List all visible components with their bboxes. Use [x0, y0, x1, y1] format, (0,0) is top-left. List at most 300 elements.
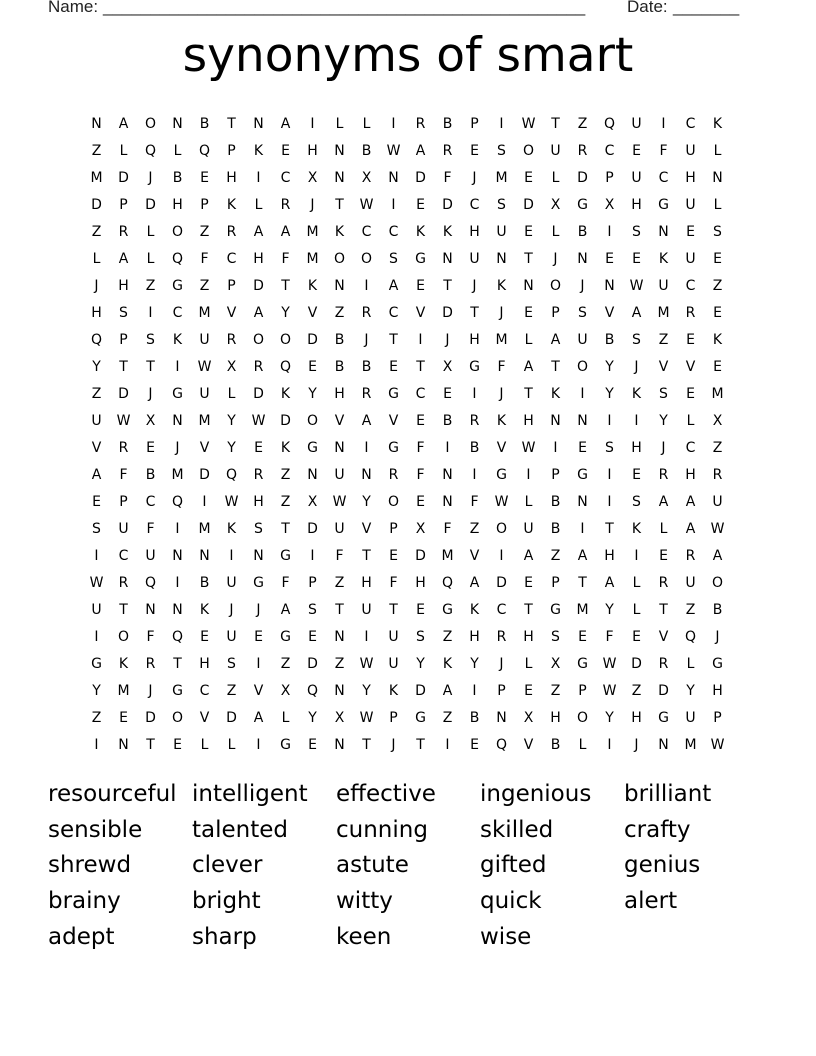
grid-letter: N	[361, 467, 372, 483]
grid-letter: J	[634, 359, 639, 375]
grid-letter: E	[443, 386, 452, 402]
grid-letter: T	[578, 575, 587, 591]
grid-letter: E	[389, 548, 398, 564]
grid-letter: M	[198, 521, 211, 537]
grid-letter: A	[712, 548, 723, 564]
grid-letter: T	[659, 602, 668, 618]
grid-letter: E	[632, 467, 641, 483]
grid-letter: Z	[658, 332, 669, 348]
grid-letter: A	[253, 224, 264, 240]
grid-letter: W	[332, 494, 347, 510]
word-bank-item: resourceful	[48, 781, 177, 807]
grid-letter: C	[172, 305, 183, 321]
grid-letter: L	[524, 494, 533, 510]
grid-letter: X	[604, 197, 615, 213]
grid-letter: S	[578, 305, 587, 321]
grid-letter: D	[415, 548, 426, 564]
grid-letter: D	[226, 710, 237, 726]
grid-letter: R	[226, 224, 237, 240]
grid-letter: H	[172, 197, 183, 213]
grid-letter: S	[146, 332, 155, 348]
grid-letter: K	[469, 602, 480, 618]
grid-letter: Z	[631, 683, 642, 699]
grid-letter: V	[469, 548, 480, 564]
grid-letter: E	[308, 359, 317, 375]
grid-letter: C	[658, 170, 669, 186]
grid-letter: J	[94, 278, 99, 294]
grid-letter: F	[146, 521, 155, 537]
grid-letter: E	[416, 494, 425, 510]
grid-letter: M	[90, 170, 103, 186]
grid-letter: E	[308, 629, 317, 645]
grid-row	[83, 138, 731, 165]
grid-letter: U	[199, 332, 210, 348]
grid-letter: Y	[308, 386, 317, 402]
grid-letter: K	[496, 278, 507, 294]
grid-letter: G	[415, 251, 426, 267]
grid-letter: N	[91, 116, 102, 132]
grid-letter: O	[306, 413, 319, 429]
grid-letter: L	[551, 224, 560, 240]
grid-letter: I	[175, 359, 180, 375]
grid-letter: F	[389, 575, 398, 591]
grid-letter: I	[229, 548, 234, 564]
grid-letter: Z	[550, 683, 561, 699]
grid-letter: G	[577, 197, 588, 213]
grid-letter: K	[442, 224, 453, 240]
grid-letter: O	[117, 629, 130, 645]
grid-letter: M	[684, 737, 697, 753]
grid-letter: E	[416, 602, 425, 618]
grid-letter: G	[577, 467, 588, 483]
word-bank-item: talented	[192, 816, 288, 843]
grid-letter: J	[661, 440, 666, 456]
grid-letter: X	[415, 521, 426, 537]
grid-letter: Z	[280, 656, 291, 672]
grid-letter: X	[145, 413, 156, 429]
grid-letter: R	[685, 548, 696, 564]
grid-letter: U	[91, 602, 102, 618]
grid-letter: A	[118, 116, 129, 132]
grid-letter: X	[361, 170, 372, 186]
grid-letter: C	[685, 440, 696, 456]
grid-letter: N	[658, 224, 669, 240]
grid-letter: U	[496, 224, 507, 240]
grid-letter: N	[496, 710, 507, 726]
grid-letter: A	[685, 521, 696, 537]
grid-letter: G	[253, 575, 264, 591]
grid-letter: Y	[686, 683, 695, 699]
grid-letter: D	[253, 386, 264, 402]
grid-letter: P	[713, 710, 722, 726]
grid-letter: T	[362, 548, 371, 564]
grid-letter: I	[607, 467, 612, 483]
grid-letter: H	[307, 143, 318, 159]
grid-letter: I	[553, 440, 558, 456]
grid-letter: D	[658, 683, 669, 699]
grid-letter: N	[442, 494, 453, 510]
grid-letter: V	[604, 305, 615, 321]
grid-letter: K	[280, 386, 291, 402]
grid-letter: W	[710, 737, 725, 753]
grid-letter: Q	[198, 143, 211, 159]
grid-letter: Y	[605, 359, 614, 375]
grid-letter: J	[148, 386, 153, 402]
grid-letter: G	[550, 602, 561, 618]
grid-row	[83, 273, 731, 300]
grid-letter: V	[91, 440, 102, 456]
grid-letter: O	[576, 710, 589, 726]
grid-letter: O	[144, 116, 157, 132]
grid-letter: N	[334, 629, 345, 645]
grid-letter: H	[523, 413, 534, 429]
word-bank-item: skilled	[480, 816, 554, 843]
grid-letter: H	[469, 224, 480, 240]
grid-letter: Z	[91, 386, 102, 402]
grid-letter: T	[551, 359, 560, 375]
grid-letter: V	[334, 413, 345, 429]
grid-letter: N	[172, 413, 183, 429]
grid-letter: F	[200, 251, 209, 267]
grid-letter: Q	[684, 629, 697, 645]
grid-letter: I	[472, 683, 477, 699]
grid-letter: N	[307, 467, 318, 483]
grid-letter: P	[119, 197, 128, 213]
grid-letter: V	[361, 521, 372, 537]
grid-letter: S	[497, 143, 506, 159]
grid-letter: E	[173, 737, 182, 753]
grid-letter: A	[253, 710, 264, 726]
grid-letter: N	[334, 278, 345, 294]
grid-letter: R	[577, 143, 588, 159]
grid-letter: P	[389, 710, 398, 726]
grid-letter: X	[442, 359, 453, 375]
grid-letter: Z	[442, 710, 453, 726]
grid-letter: G	[577, 656, 588, 672]
grid-letter: S	[254, 521, 263, 537]
grid-letter: L	[335, 116, 344, 132]
grid-letter: T	[605, 521, 614, 537]
grid-letter: M	[198, 413, 211, 429]
grid-letter: N	[253, 116, 264, 132]
grid-letter: J	[634, 737, 639, 753]
grid-letter: A	[658, 494, 669, 510]
grid-letter: P	[470, 116, 479, 132]
grid-letter: G	[172, 683, 183, 699]
grid-letter: O	[495, 521, 508, 537]
word-bank	[48, 777, 768, 955]
grid-letter: J	[229, 602, 234, 618]
grid-letter: U	[226, 575, 237, 591]
grid-letter: M	[306, 224, 319, 240]
grid-letter: N	[145, 602, 156, 618]
grid-letter: D	[631, 656, 642, 672]
grid-letter: C	[199, 683, 210, 699]
grid-letter: D	[523, 197, 534, 213]
grid-letter: V	[199, 710, 210, 726]
grid-letter: A	[550, 332, 561, 348]
grid-letter: F	[443, 170, 452, 186]
grid-letter: J	[391, 737, 396, 753]
grid-letter: E	[713, 359, 722, 375]
grid-letter: S	[416, 629, 425, 645]
grid-letter: H	[361, 575, 372, 591]
grid-letter: V	[658, 359, 669, 375]
grid-letter: R	[118, 440, 129, 456]
grid-letter: W	[494, 494, 509, 510]
grid-letter: K	[118, 656, 129, 672]
grid-letter: A	[253, 305, 264, 321]
grid-row	[83, 435, 731, 462]
grid-letter: E	[416, 278, 425, 294]
grid-letter: J	[148, 170, 153, 186]
grid-letter: H	[685, 170, 696, 186]
grid-letter: U	[361, 602, 372, 618]
grid-letter: E	[146, 440, 155, 456]
grid-letter: F	[416, 467, 425, 483]
grid-letter: R	[253, 467, 264, 483]
grid-letter: K	[226, 197, 237, 213]
grid-letter: M	[657, 305, 670, 321]
grid-letter: G	[658, 197, 669, 213]
grid-letter: G	[280, 548, 291, 564]
grid-letter: E	[200, 170, 209, 186]
grid-letter: K	[631, 521, 642, 537]
grid-letter: G	[658, 710, 669, 726]
grid-letter: H	[685, 467, 696, 483]
grid-letter: P	[200, 197, 209, 213]
grid-letter: A	[523, 359, 534, 375]
grid-letter: T	[281, 521, 290, 537]
grid-letter: K	[280, 440, 291, 456]
grid-letter: U	[388, 629, 399, 645]
grid-row	[83, 570, 731, 597]
grid-letter: E	[632, 629, 641, 645]
grid-letter: E	[524, 305, 533, 321]
grid-letter: U	[118, 521, 129, 537]
grid-letter: I	[94, 737, 99, 753]
grid-letter: C	[685, 116, 696, 132]
grid-letter: E	[470, 737, 479, 753]
grid-letter: Y	[605, 386, 614, 402]
grid-letter: W	[359, 710, 374, 726]
grid-letter: L	[551, 170, 560, 186]
grid-letter: N	[658, 737, 669, 753]
word-bank-item: bright	[192, 888, 261, 915]
grid-letter: C	[496, 602, 507, 618]
grid-letter: I	[175, 521, 180, 537]
grid-letter: A	[415, 143, 426, 159]
grid-letter: B	[550, 494, 561, 510]
grid-letter: Y	[659, 413, 668, 429]
grid-letter: P	[227, 278, 236, 294]
grid-letter: I	[175, 575, 180, 591]
grid-letter: K	[388, 683, 399, 699]
grid-letter: Q	[495, 737, 508, 753]
grid-letter: R	[361, 386, 372, 402]
grid-letter: D	[253, 278, 264, 294]
grid-letter: U	[199, 386, 210, 402]
grid-letter: L	[146, 251, 155, 267]
grid-letter: J	[445, 332, 450, 348]
grid-letter: Z	[199, 224, 210, 240]
grid-letter: D	[91, 197, 102, 213]
grid-row	[83, 111, 731, 138]
grid-letter: W	[359, 197, 374, 213]
grid-letter: T	[389, 332, 398, 348]
grid-letter: I	[607, 224, 612, 240]
grid-letter: R	[496, 629, 507, 645]
grid-letter: I	[607, 494, 612, 510]
grid-letter: P	[119, 332, 128, 348]
grid-letter: S	[632, 332, 641, 348]
word-bank-item: alert	[624, 888, 678, 915]
grid-letter: U	[469, 251, 480, 267]
grid-letter: U	[685, 197, 696, 213]
grid-letter: D	[307, 656, 318, 672]
grid-letter: J	[472, 278, 477, 294]
grid-letter: J	[553, 251, 558, 267]
grid-letter: B	[145, 467, 156, 483]
grid-letter: T	[524, 386, 533, 402]
grid-letter: D	[415, 170, 426, 186]
grid-letter: K	[226, 521, 237, 537]
grid-letter: S	[308, 602, 317, 618]
grid-letter: K	[307, 278, 318, 294]
grid-letter: I	[499, 116, 504, 132]
grid-letter: J	[175, 440, 180, 456]
grid-letter: Z	[334, 305, 345, 321]
word-bank-item: adept	[48, 923, 115, 950]
grid-letter: N	[523, 278, 534, 294]
grid-letter: U	[388, 656, 399, 672]
grid-letter: X	[307, 170, 318, 186]
word-bank-item: gifted	[480, 852, 547, 879]
grid-letter: Z	[550, 548, 561, 564]
grid-row	[83, 543, 731, 570]
grid-row	[83, 624, 731, 651]
grid-letter: W	[251, 413, 266, 429]
date-blank-line: _______	[673, 0, 740, 16]
grid-letter: I	[580, 521, 585, 537]
grid-letter: F	[443, 521, 452, 537]
grid-letter: H	[253, 251, 264, 267]
grid-letter: K	[253, 143, 264, 159]
grid-letter: N	[334, 683, 345, 699]
grid-letter: D	[199, 467, 210, 483]
grid-letter: T	[335, 197, 344, 213]
grid-letter: Z	[199, 278, 210, 294]
grid-letter: Q	[171, 629, 184, 645]
grid-letter: L	[659, 521, 668, 537]
grid-letter: M	[441, 548, 454, 564]
grid-letter: M	[576, 602, 589, 618]
grid-letter: N	[577, 251, 588, 267]
date-label: Date:	[627, 0, 668, 16]
grid-letter: Z	[712, 278, 723, 294]
grid-letter: L	[632, 602, 641, 618]
grid-letter: O	[333, 251, 346, 267]
grid-letter: P	[497, 683, 506, 699]
grid-letter: M	[306, 251, 319, 267]
grid-letter: L	[200, 737, 209, 753]
grid-letter: R	[280, 197, 291, 213]
grid-letter: R	[361, 305, 372, 321]
grid-letter: P	[578, 683, 587, 699]
grid-letter: W	[197, 359, 212, 375]
grid-letter: Y	[281, 305, 290, 321]
grid-letter: B	[199, 575, 210, 591]
grid-letter: Z	[334, 575, 345, 591]
grid-letter: R	[415, 116, 426, 132]
grid-letter: U	[523, 521, 534, 537]
word-bank-item: sensible	[48, 816, 143, 843]
grid-letter: L	[173, 143, 182, 159]
word-bank-item: effective	[336, 781, 436, 807]
grid-letter: T	[119, 359, 128, 375]
grid-letter: B	[361, 359, 372, 375]
grid-letter: U	[334, 521, 345, 537]
grid-letter: R	[118, 575, 129, 591]
grid-letter: D	[442, 197, 453, 213]
grid-letter: D	[442, 305, 453, 321]
grid-letter: H	[253, 494, 264, 510]
grid-letter: R	[658, 575, 669, 591]
grid-letter: K	[199, 602, 210, 618]
grid-letter: B	[550, 521, 561, 537]
grid-letter: E	[254, 629, 263, 645]
grid-letter: Y	[227, 413, 236, 429]
grid-letter: R	[712, 467, 723, 483]
grid-letter: G	[280, 629, 291, 645]
grid-letter: T	[443, 278, 452, 294]
grid-letter: I	[391, 116, 396, 132]
grid-letter: Q	[90, 332, 103, 348]
word-bank-item: genius	[624, 852, 701, 879]
grid-letter: L	[713, 143, 722, 159]
grid-letter: J	[472, 170, 477, 186]
grid-row	[83, 192, 731, 219]
grid-letter: O	[279, 332, 292, 348]
grid-letter: S	[119, 305, 128, 321]
grid-letter: A	[523, 548, 534, 564]
grid-letter: B	[712, 602, 723, 618]
grid-letter: P	[551, 575, 560, 591]
grid-letter: P	[551, 305, 560, 321]
grid-letter: A	[280, 116, 291, 132]
grid-letter: X	[280, 683, 291, 699]
grid-letter: L	[524, 656, 533, 672]
grid-letter: G	[442, 602, 453, 618]
grid-letter: Z	[91, 710, 102, 726]
grid-letter: W	[521, 116, 536, 132]
grid-letter: I	[526, 467, 531, 483]
grid-letter: Q	[171, 494, 184, 510]
grid-letter: N	[577, 413, 588, 429]
grid-letter: F	[281, 251, 290, 267]
grid-letter: N	[334, 170, 345, 186]
word-bank-item: witty	[336, 888, 393, 915]
grid-row	[83, 219, 731, 246]
grid-letter: K	[550, 386, 561, 402]
grid-letter: S	[659, 386, 668, 402]
grid-letter: J	[499, 386, 504, 402]
grid-letter: A	[685, 494, 696, 510]
grid-letter: Z	[280, 494, 291, 510]
grid-letter: L	[227, 737, 236, 753]
grid-letter: E	[281, 143, 290, 159]
grid-letter: K	[712, 116, 723, 132]
